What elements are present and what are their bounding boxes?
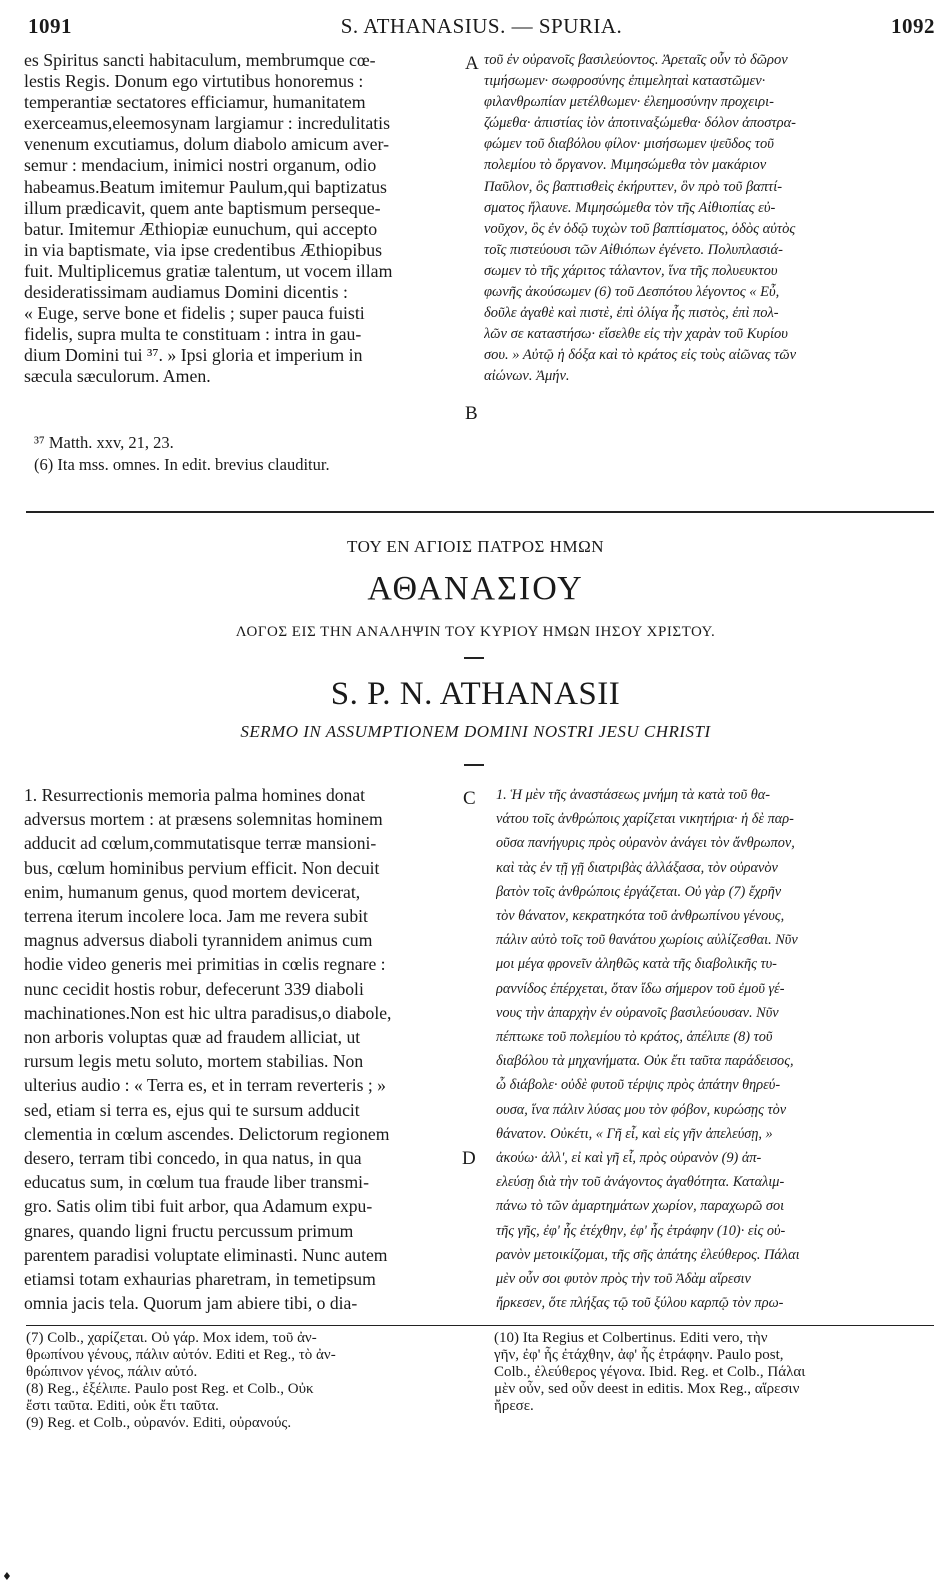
text-line: ἤρεσε. — [494, 1398, 534, 1414]
text-line: rursum legis metu soluto, mortem stabilias. Non — [24, 1051, 364, 1072]
text-line: μὲν οὖν σοι φυτὸν πρὸς τὴν τοῦ Ἀδὰμ αἵρεσιν — [496, 1271, 751, 1288]
marker-d: D — [462, 1148, 476, 1169]
text-line: ³⁷ Matth. xxv, 21, 23. — [34, 433, 174, 452]
text-line: parentem paradisi voluptate eliminasti. Nunc autem — [24, 1244, 388, 1265]
text-line: etiamsi totam exhaurias pharetram, in temetipsum — [24, 1269, 376, 1290]
corner-mark: ♦ — [2, 1570, 12, 1583]
text-line: in via baptismate, via ipse credentibus Æthiopibus — [24, 239, 383, 260]
text-line: τῆς γῆς, ἐφ' ἧς ἐτέχθην, ἐφ' ἧς ἐτράφην (10)· εἰς οὐ- — [496, 1222, 786, 1239]
text-line: σου. » Αὐτῷ ἡ δόξα καὶ τὸ κράτος εἰς τοὺς αἰῶνας τῶν — [484, 347, 797, 364]
text-line: νους τὴν ἀπαρχὴν ἐν οὐρανοῖς βασιλεύουσαν. Νῦν — [496, 1004, 779, 1021]
text-line: θρώπινον γένος, πάλιν αὐτό. — [26, 1364, 198, 1380]
title-dash — [464, 657, 484, 659]
text-line: τοῦ ἐν οὐρανοῖς βασιλεύοντος. Ἀρεταῖς οὖν τὸ δῶρον — [484, 52, 788, 68]
text-line: lestis Regis. Donum ego virtutibus honoremus : — [24, 71, 364, 92]
lower-footnotes-left — [26, 1330, 466, 1432]
text-line: magnus adversus diaboli tyrannidem animus cum — [24, 930, 373, 951]
text-line: enim, humanum genus, quod mortem devicerat, — [24, 881, 361, 902]
text-line: πολεμίου τὸ ὄργανον. Μιμησώμεθα τὸν μακάριον — [484, 157, 767, 174]
text-line: terrena iterum incolere loca. Jam me revera subit — [24, 906, 368, 927]
section-divider — [26, 511, 934, 513]
text-line: machinationes.Non est hic ultra paradisus,o diabole, — [24, 1002, 392, 1023]
text-line: gnares, quando ligni fructu percussum primum — [24, 1220, 354, 1241]
text-line: (10) Ita Regius et Colbertinus. Editi vero, τὴν — [494, 1330, 768, 1346]
text-line: σωμεν τὸ τῆς χάριτος τάλαντον, ἵνα τῆς πολυευκτου — [484, 262, 778, 279]
text-line: πέπτωκε τοῦ πολεμίου τὸ κράτος, ἀπέλιπε (8) τοῦ — [496, 1029, 773, 1046]
text-line: (7) Colb., χαρίζεται. Οὐ γάρ. Mox idem, τοῦ ἀν- — [26, 1330, 317, 1346]
text-line: ἔστι ταῦτα. Editi, οὐκ ἔτι ταῦτα. — [26, 1398, 219, 1414]
text-line: educatus sum, in cœlum tua fraude liber transmi- — [24, 1172, 369, 1193]
text-line: fuit. Multiplicemus gratiæ talentum, ut vocem illam — [24, 260, 393, 281]
text-line: desero, terram tibi concedo, in qua natus, in qua — [24, 1148, 362, 1169]
text-line: αἰώνων. Ἀμήν. — [484, 368, 570, 385]
text-line: δοῦλε ἀγαθὲ καὶ πιστὲ, ἐπὶ ὀλίγα ἧς πιστὸς, ἐπὶ πολ- — [484, 305, 779, 322]
text-line: adversus mortem : at præsens solemnitas hominem — [24, 809, 383, 830]
text-line: λῶν σε καταστήσω· εἴσελθε εἰς τὴν χαρὰν τοῦ Κυρίου — [484, 326, 788, 343]
text-line: γῆν, ἐφ' ἧς ἐτάχθην, ἀφ' ἧς ἐτράφην. Paulo post, — [494, 1347, 784, 1363]
text-line: 1. Ἡ μὲν τῆς ἀναστάσεως μνήμη τὰ κατὰ τοῦ θα- — [496, 787, 770, 803]
text-line: βατὸν τοῖς ἀνθρώποις ἐργάζεται. Οὐ γὰρ (7) ἔχρῆν — [496, 883, 782, 900]
title-dash — [464, 764, 484, 766]
text-line: bus, cœlum hominibus pervium efficit. Non decuit — [24, 857, 380, 878]
running-title: S. ATHANASIUS. — SPURIA. — [340, 14, 623, 38]
text-line: Παῦλον, ὃς βαπτισθεὶς ἐκήρυττεν, ὃν πρὸ τοῦ βαπτί- — [484, 178, 783, 195]
text-line: (6) Ita mss. omnes. In edit. brevius clauditur. — [34, 455, 330, 474]
text-line: omnia jacis tela. Quorum jam abiere tibi, o dia- — [24, 1293, 358, 1314]
text-line: καὶ τὰς ἐν τῇ γῇ διατριβὰς ἀλλάξασα, τὸν οὐρανὸν — [496, 859, 778, 876]
running-head — [28, 14, 935, 44]
latin-author-name: S. P. N. ATHANASII — [330, 676, 621, 712]
text-line: θάνατον. Οὐκέτι, « Γῆ εἶ, καὶ εἰς γῆν ἀπελεύσῃ, » — [496, 1125, 773, 1142]
text-line: φωνῆς ἀκούσωμεν (6) τοῦ Δεσπότου λέγοντος « Εὖ, — [484, 284, 780, 301]
marker-b: B — [465, 403, 478, 424]
text-line: habeamus.Beatum imitemur Paulum,qui baptizatus — [24, 176, 387, 197]
lower-latin-column — [24, 783, 460, 1315]
text-line: οῦσα πανήγυρις πρὸς οὐρανὸν ἀνάγει τὸν ἄνθρωπον, — [496, 835, 795, 852]
lower-footnotes-right — [494, 1330, 934, 1415]
text-line: ουσα, ἵνα πάλιν λύσας μου τὸν φόβον, κυρώσῃς τὸν — [496, 1101, 787, 1118]
text-line: μὲν οὖν, sed οὖν deest in editis. Mox Reg., αἵρεσιν — [494, 1381, 800, 1397]
text-line: τὸν θάνατον, κεκρατηκότα τοῦ ἀνθρωπίνου γένους, — [496, 908, 785, 925]
text-line: θρωπίνου γένους, πάλιν αὐτόν. Editi et Reg., τὸ ἀν- — [26, 1347, 336, 1363]
text-line: dium Domini tui ³⁷. » Ipsi gloria et imperium in — [24, 345, 363, 366]
greek-superscription: ΤΟΥ ΕΝ ΑΓΙΟΙΣ ΠΑΤΡΟΣ ΗΜΩΝ — [347, 537, 604, 556]
text-line: exerceamus,eleemosynam largiamur : incredulitatis — [24, 113, 391, 134]
text-line: venenum excutiamus, dolum diabolo amicum aver- — [24, 134, 390, 155]
text-line: ἀκούω· ἀλλ', εἰ καὶ γῆ εἶ, πρὸς οὐρανὸν (9) ἀπ- — [496, 1150, 762, 1167]
text-line: σματος ἤλαυνε. Μιμησώμεθα τὸν τῆς Αἰθιοπίας εὐ- — [484, 199, 776, 216]
text-line: διαβόλου τὰ μηχανήματα. Οὐκ ἔτι ταῦτα παράδεισος, — [496, 1053, 794, 1070]
text-line: illum prædicavit, quem ante baptismum perseque- — [24, 197, 381, 218]
text-line: sed, etiam si terra es, ejus qui te sursum adducit — [24, 1099, 360, 1120]
latin-sermon-title: SERMO IN ASSUMPTIONEM DOMINI NOSTRI JESU CHRISTI — [240, 722, 711, 741]
greek-author-name: ΑΘΑΝΑΣΙΟΥ — [367, 570, 584, 607]
text-line: es Spiritus sancti habitaculum, membrumque cœ- — [24, 50, 376, 70]
marker-a: A — [465, 53, 479, 74]
marker-c: C — [463, 788, 476, 809]
text-line: φιλανθρωπίαν μετέλθωμεν· ἐλεημοσύνην προχειρι- — [484, 94, 774, 111]
text-line: temperantiæ sectatores efficiamur, humanitatem — [24, 92, 366, 113]
text-line: « Euge, serve bone et fidelis ; super pauca fuisti — [24, 303, 365, 324]
text-line: πάλιν αὐτὸ τοῖς τοῦ θανάτου χωρίοις αὐλίζεσθαι. Νῦν — [496, 932, 798, 949]
lower-greek-column — [496, 783, 940, 1315]
text-line: νοῦχον, ὃς ἐν ὁδῷ τυχὼν τοῦ βαπτίσματος, ὁδὸς αὐτὸς — [484, 220, 796, 237]
text-line: ὦ διάβολε· οὐδὲ φυτοῦ τέρψις πρὸς ἀπάτην θηρεύ- — [496, 1077, 781, 1094]
footnote-rule — [26, 1325, 934, 1326]
text-line: nunc cecidit hostis robur, defecerunt 339 diaboli — [24, 978, 364, 999]
text-line: adducit ad cœlum,commutatisque terræ mansioni- — [24, 833, 377, 854]
text-line: semur : mendacium, inimici nostri organum, odio — [24, 155, 377, 176]
text-line: batur. Imitemur Æthiopiæ eunuchum, qui accepto — [24, 218, 378, 239]
text-line: νάτου τοῖς ἀνθρώποις χαρίζεται νικητήρια· ἡ δὲ παρ- — [496, 811, 794, 828]
text-line: ζώμεθα· ἀπιστίας ἰὸν ἀποτιναξώμεθα· δόλον ἀποστρα- — [484, 115, 797, 132]
text-line: ραννίδος ἐπέρχεται, ὅταν ἴδω σήμερον τοῦ ἐμοῦ γέ- — [496, 980, 785, 997]
text-line: sæcula sæculorum. Amen. — [24, 366, 211, 387]
text-line: πάνω τὸ τῶν ἁμαρτημάτων χωρίον, παραχωρῶ σοι — [496, 1198, 785, 1215]
text-line: (8) Reg., ἐξέλιπε. Paulo post Reg. et Colb., Οὐκ — [26, 1381, 314, 1397]
text-line: ulterius audio : « Terra es, et in terram reverteris ; » — [24, 1075, 386, 1096]
text-line: φώμεν τοῦ διαβόλου φίλον· μισήσωμεν ψεῦδος τοῦ — [484, 136, 774, 153]
text-line: μοι μέγα φρονεῖν ἀληθῶς κατὰ τῆς διαβολικῆς τυ- — [496, 956, 777, 973]
page-number-right: 1092 — [891, 14, 935, 38]
text-line: 1. Resurrectionis memoria palma homines donat — [24, 785, 366, 805]
text-line: (9) Reg. et Colb., οὐρανόν. Editi, οὐρανούς. — [26, 1415, 292, 1431]
text-line: non arboris voluptas quæ ad fraudem alliciat, ut — [24, 1027, 361, 1048]
text-line: τιμήσωμεν· σωφροσύνης ἐπιμεληταὶ καταστῶμεν· — [484, 73, 766, 90]
text-line: ἤρκεσεν, ὅτε πλήξας τῷ τοῦ ξύλου καρπῷ τὸν πρω- — [496, 1295, 784, 1312]
page-number-left: 1091 — [28, 14, 72, 38]
text-line: ρανὸν μετοικίζομαι, τῆς σῆς ἀπάτης ἐλεύθερος. Πάλαι — [496, 1246, 800, 1263]
greek-sermon-title: ΛΟΓΟΣ ΕΙΣ ΤΗΝ ΑΝΑΛΗΨΙΝ ΤΟΥ ΚΥΡΙΟΥ ΗΜΩΝ ΙΗΣΟΥ ΧΡΙΣΤΟΥ. — [235, 624, 716, 640]
text-line: hodie video generis mei primitias in cœlis regnare : — [24, 954, 386, 975]
upper-footnotes — [34, 432, 464, 476]
text-line: fidelis, supra multa te constituam : intra in gau- — [24, 324, 362, 345]
text-line: clementia in cœlum ascendes. Delictorum regionem — [24, 1123, 390, 1144]
upper-greek-column — [484, 50, 936, 388]
text-line: gro. Satis olim tibi fuit arbor, qua Adamum expu- — [24, 1196, 373, 1217]
text-line: desideratissimam audiamus Domini dicentis : — [24, 282, 348, 303]
upper-latin-column — [24, 50, 462, 388]
text-line: ελεύσῃ διὰ τὴν τοῦ ἀνάγοντος ἀγαθότητα. Καταλιμ- — [496, 1174, 785, 1191]
text-line: Colb., ἐλεύθερος γέγονα. Ibid. Reg. et Colb., Πάλαι — [494, 1364, 806, 1380]
text-line: τοῖς πιστεύουσι τῶν Αἰθιόπων ἐγένετο. Πολυπλασιά- — [484, 241, 783, 258]
